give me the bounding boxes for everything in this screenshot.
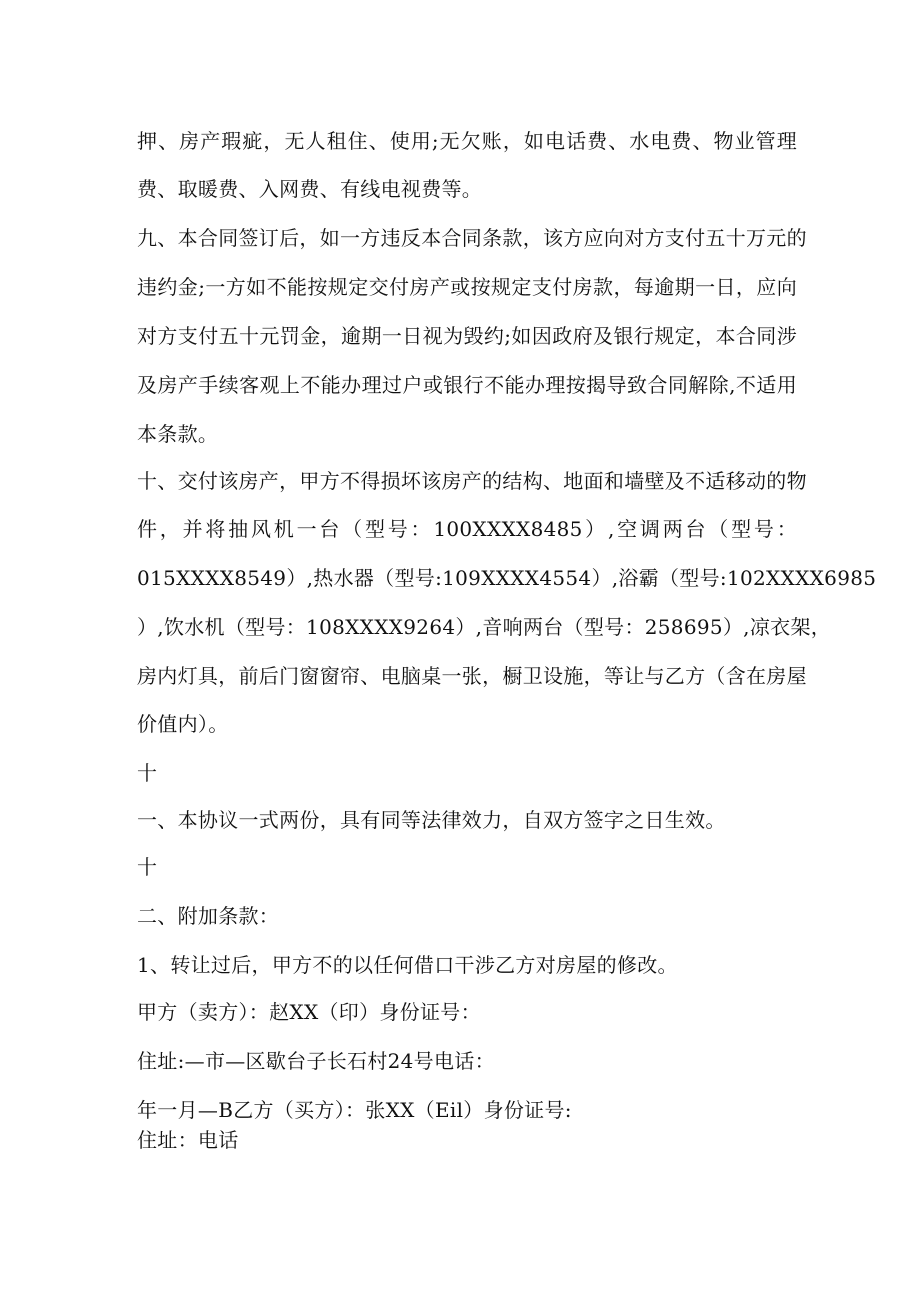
text-line: 十、交付该房产，甲方不得损坏该房产的结构、地面和墙壁及不适移动的物 (137, 469, 807, 493)
text-line: 房内灯具，前后门窗窗帘、电脑桌一张，橱卫设施，等让与乙方（含在房屋 (137, 664, 807, 688)
text-line: 九、本合同签订后，如一方违反本合同条款，该方应向对方支付五十万元的 (137, 226, 807, 250)
text-line: 及房产手续客观上不能办理过户或银行不能办理按揭导致合同解除,不适用 (137, 373, 797, 397)
text-line: 对方支付五十元罚金，逾期一日视为毁约;如因政府及银行规定，本合同涉 (137, 324, 797, 348)
text-line: 押、房产瑕疵，无人租住、使用;无欠账，如电话费、水电费、物业管理 (137, 129, 797, 153)
text-line: 年一月—B乙方（买方）：张XX（Eil）身份证号: (137, 1098, 572, 1122)
text-line: 违约金;一方如不能按规定交付房产或按规定支付房款，每逾期一日，应向 (137, 275, 797, 299)
text-line: 住址:—市—区歇台子长石村24号电话： (137, 1049, 495, 1073)
text-line: 十 (137, 855, 158, 879)
text-line: 价值内）。 (137, 712, 229, 736)
text-line: 住址：电话 (137, 1128, 239, 1152)
text-line: 一、本协议一式两份，具有同等法律效力，自双方签字之日生效。 (137, 808, 726, 832)
text-line: ）,饮水机（型号：108XXXX9264）,音响两台（型号：258695）,凉衣架， (137, 615, 832, 639)
text-line: 015XXXX8549）,热水器（型号:109XXXX4554）,浴霸（型号:102XXXX6985 (137, 566, 877, 590)
text-line: 1、转让过后，甲方不的以任何借口干涉乙方对房屋的修改。 (137, 953, 678, 977)
text-line: 二、附加条款： (137, 904, 280, 928)
text-line: 甲方（卖方）：赵XX（印）身份证号： (137, 1000, 481, 1024)
text-line: 十 (137, 761, 158, 785)
text-line: 费、取暖费、入网费、有线电视费等。 (137, 177, 483, 201)
text-line: 本条款。 (137, 422, 219, 446)
text-line: 件，并将抽风机一台（型号：100XXXX8485）,空调两台（型号： (137, 517, 797, 541)
